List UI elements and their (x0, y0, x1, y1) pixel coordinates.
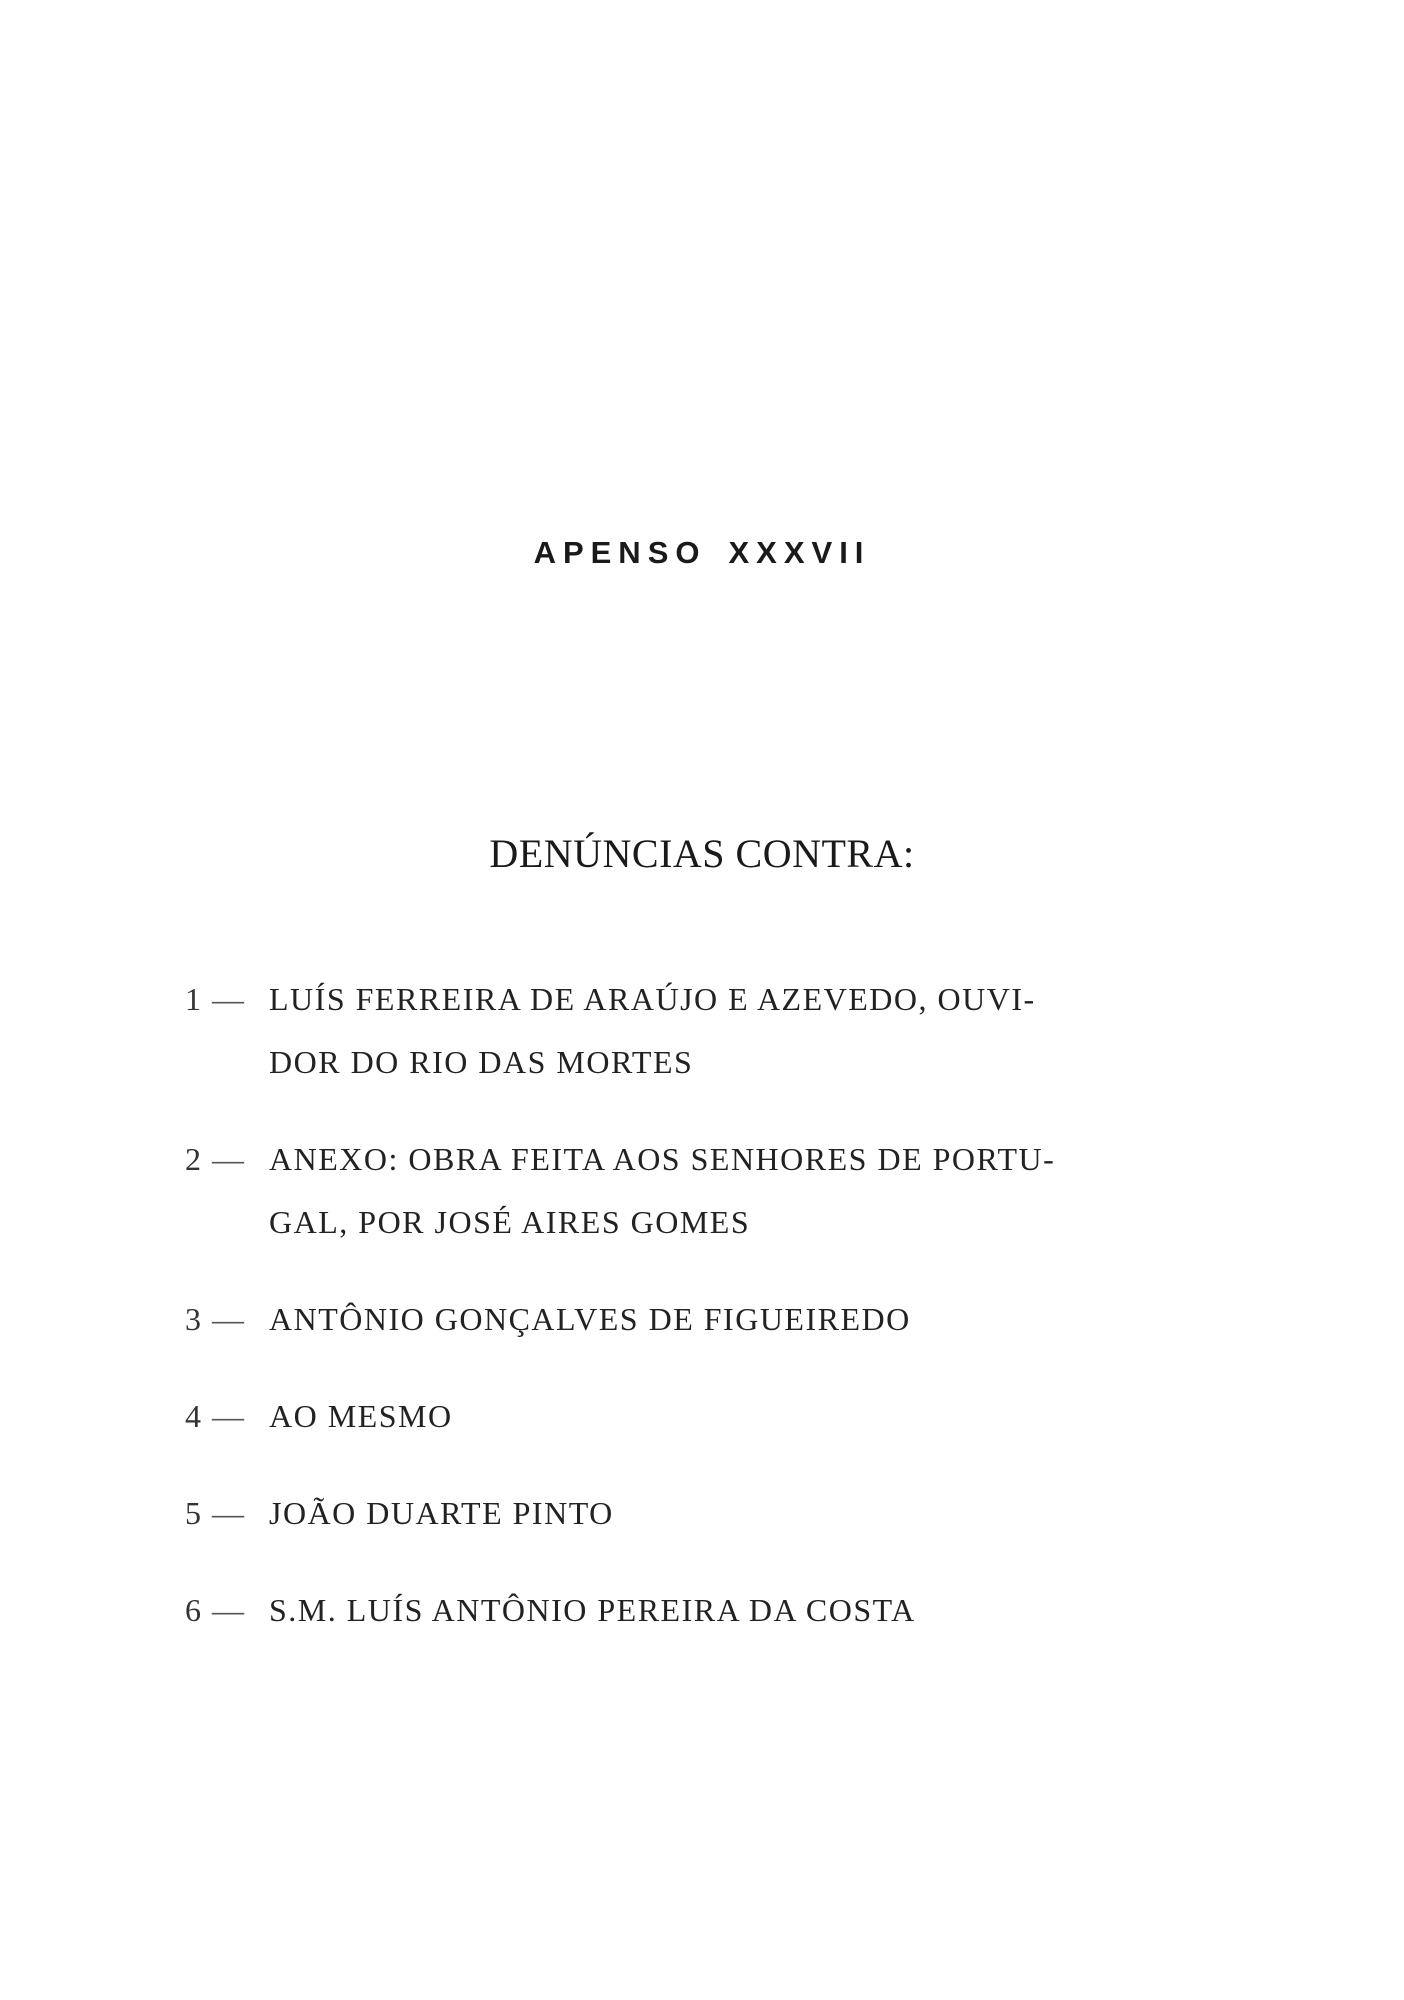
list-item (185, 968, 1245, 1094)
list-item (185, 1579, 1245, 1642)
entry-text: S.M. LUÍS ANTÔNIO PEREIRA DA COSTA (269, 1592, 916, 1628)
entry-number: 2 — (185, 1141, 246, 1177)
list-item (185, 1385, 1245, 1448)
list-item (185, 1128, 1245, 1254)
appendix-heading (0, 535, 1404, 571)
entry-list (185, 968, 1245, 1642)
appendix-number: XXXVII (728, 535, 871, 570)
entry-number: 6 — (185, 1592, 246, 1628)
entry-number: 3 — (185, 1301, 246, 1337)
entry-number: 5 — (185, 1495, 246, 1531)
entry-text: ANEXO: OBRA FEITA AOS SENHORES DE PORTU- GAL, POR JOSÉ AIRES GOMES (269, 1141, 1056, 1240)
entry-text: LUÍS FERREIRA DE ARAÚJO E AZEVEDO, OUVI- DOR DO RIO DAS MORTES (269, 981, 1036, 1080)
list-item (185, 1482, 1245, 1545)
section-subtitle: DENÚNCIAS CONTRA: (489, 831, 915, 876)
entry-text: ANTÔNIO GONÇALVES DE FIGUEIREDO (269, 1301, 911, 1337)
entry-number: 1 — (185, 981, 246, 1017)
appendix-label: APENSO (533, 535, 707, 570)
list-item (185, 1288, 1245, 1351)
entry-text: AO MESMO (269, 1398, 453, 1434)
entry-number: 4 — (185, 1398, 246, 1434)
entry-text: JOÃO DUARTE PINTO (269, 1495, 614, 1531)
